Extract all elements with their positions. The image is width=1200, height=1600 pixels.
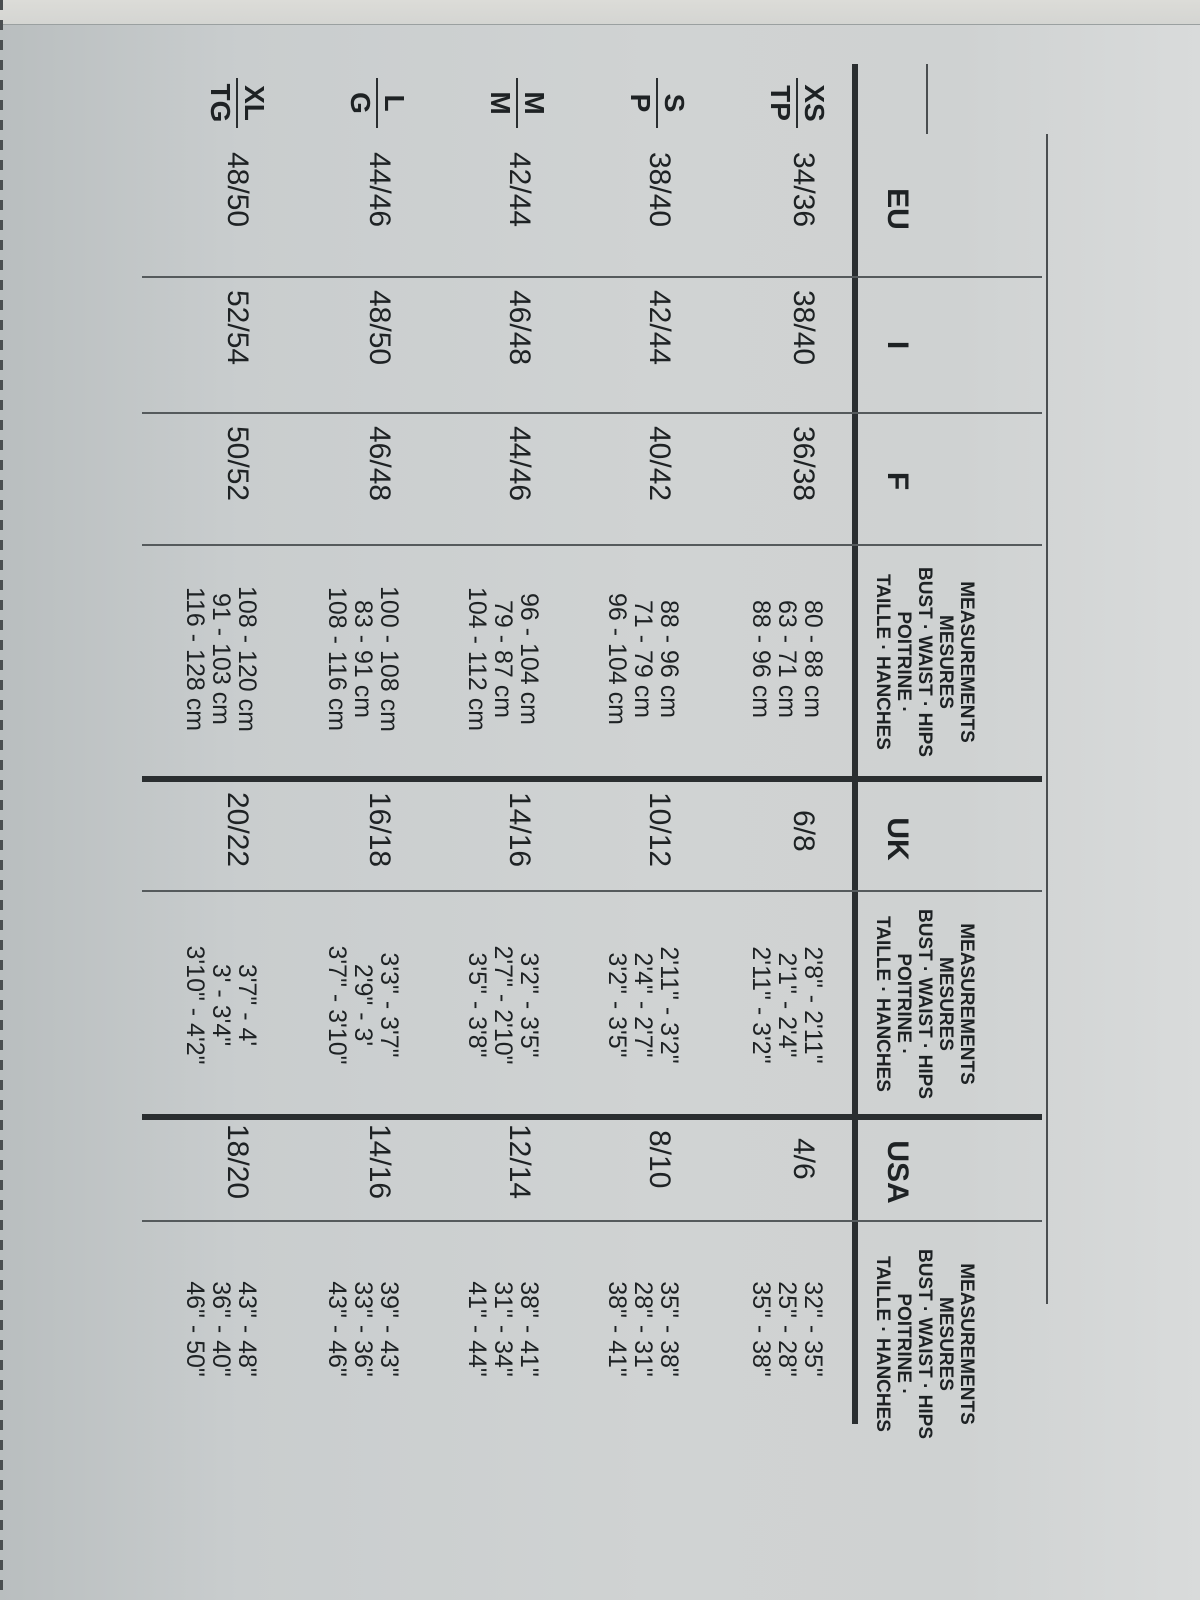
bust-in: 43" - 48" — [233, 1281, 261, 1377]
header-measurements-line: TAILLE · HANCHES — [872, 916, 893, 1092]
waist-ft: 2'9" - 3' — [349, 963, 377, 1047]
uk-size: 20/22 — [221, 792, 254, 868]
eu-size: 48/50 — [221, 152, 254, 228]
measurements-cm — [604, 554, 682, 764]
bust-cm: 80 - 88 cm — [799, 599, 827, 719]
bust-cm: 100 - 108 cm — [375, 586, 403, 732]
measurements-ft — [182, 900, 260, 1110]
column-rule-uk-meas — [142, 890, 1042, 892]
measurements-ft — [324, 900, 402, 1110]
size-chart-table — [88, 64, 1048, 1504]
bust-cm: 96 - 104 cm — [515, 592, 543, 725]
size-label — [206, 78, 268, 128]
waist-ft: 3' - 3'4" — [207, 963, 235, 1047]
bust-in: 35" - 38" — [655, 1281, 683, 1377]
bust-ft: 3'2" - 3'5" — [515, 952, 543, 1058]
hips-ft: 3'7" - 3'10" — [323, 945, 351, 1065]
header-measurements-line: MESURES — [935, 615, 956, 709]
measurements-in — [324, 1234, 402, 1424]
waist-cm: 83 - 91 cm — [349, 599, 377, 719]
header-measurements-line: POITRINE · — [893, 953, 914, 1055]
measurements-cm — [464, 554, 542, 764]
size-label — [486, 78, 548, 128]
column-rule-meas-usa — [142, 1114, 1042, 1120]
size-code-en: M — [516, 78, 548, 128]
waist-in: 28" - 31" — [629, 1281, 657, 1377]
header-measurements-line: BUST · WAIST · HIPS — [914, 909, 935, 1099]
size-code-en: L — [376, 78, 408, 128]
measurements-ft — [604, 900, 682, 1110]
column-rule-fr-meas — [142, 544, 1042, 546]
size-code-fr: G — [345, 92, 376, 114]
column-rule-meas-uk — [142, 776, 1042, 782]
header-measurements-line: POITRINE · — [893, 1293, 914, 1395]
header-top-rule — [1046, 134, 1048, 1304]
size-code-en: XS — [796, 78, 828, 128]
header-fr: F — [881, 471, 914, 491]
measurements-cm — [748, 554, 826, 764]
fr-size: 36/38 — [787, 426, 820, 502]
hips-ft: 3'10" - 4'2" — [181, 945, 209, 1065]
bust-ft: 3'3" - 3'7" — [375, 952, 403, 1058]
bust-in: 39" - 43" — [375, 1281, 403, 1377]
bust-ft: 2'11" - 3'2" — [655, 946, 683, 1064]
bust-ft: 3'7" - 4' — [233, 963, 261, 1047]
measurements-ft — [464, 900, 542, 1110]
hips-in: 41" - 44" — [463, 1281, 491, 1377]
size-code-fr: TP — [765, 85, 796, 121]
perforation-edge — [0, 0, 3, 1600]
column-rule-eu-it — [142, 276, 1042, 278]
waist-in: 25" - 28" — [773, 1281, 801, 1377]
header-measurements-line: MEASUREMENTS — [956, 581, 977, 743]
uk-size: 10/12 — [643, 792, 676, 868]
waist-in: 31" - 34" — [489, 1281, 517, 1377]
eu-size: 44/46 — [363, 152, 396, 228]
size-code-fr: M — [485, 91, 516, 115]
it-size: 46/48 — [503, 290, 536, 366]
size-code-en: XL — [236, 78, 268, 128]
header-measurements-line: TAILLE · HANCHES — [872, 1256, 893, 1432]
waist-ft: 2'4" - 2'7" — [629, 952, 657, 1058]
measurements-in — [748, 1234, 826, 1424]
hips-ft: 3'5" - 3'8" — [463, 952, 491, 1058]
measurements-cm — [324, 554, 402, 764]
bust-ft: 2'8" - 2'11" — [799, 946, 827, 1064]
hips-ft: 2'11" - 3'2" — [747, 946, 775, 1064]
hips-cm: 116 - 128 cm — [181, 586, 209, 732]
waist-cm: 79 - 87 cm — [489, 599, 517, 719]
header-measurements-line: MEASUREMENTS — [956, 1263, 977, 1425]
it-size: 42/44 — [643, 290, 676, 366]
size-code-en: S — [656, 78, 688, 128]
header-eu: EU — [881, 188, 914, 230]
waist-in: 36" - 40" — [207, 1281, 235, 1377]
eu-size: 42/44 — [503, 152, 536, 228]
bust-cm: 108 - 120 cm — [233, 586, 261, 732]
size-label — [626, 78, 688, 128]
bust-cm: 88 - 96 cm — [655, 599, 683, 719]
fr-size: 44/46 — [503, 426, 536, 502]
hips-cm: 104 - 112 cm — [463, 586, 491, 732]
waist-in: 33" - 36" — [349, 1281, 377, 1377]
waist-ft: 2'1" - 2'4" — [773, 952, 801, 1058]
hips-cm: 96 - 104 cm — [603, 592, 631, 725]
hips-in: 35" - 38" — [747, 1281, 775, 1377]
size-label — [766, 78, 828, 128]
header-uk: UK — [881, 817, 914, 861]
header-measurements-line: BUST · WAIST · HIPS — [914, 1249, 935, 1439]
it-size: 52/54 — [221, 290, 254, 366]
hips-ft: 3'2" - 3'5" — [603, 952, 631, 1058]
uk-size: 16/18 — [363, 792, 396, 868]
hips-cm: 88 - 96 cm — [747, 599, 775, 719]
eu-size: 38/40 — [643, 152, 676, 228]
uk-size: 6/8 — [787, 810, 820, 852]
paper-edge — [0, 0, 1200, 25]
header-measurements-line: BUST · WAIST · HIPS — [914, 567, 935, 757]
header-measurements-in — [871, 1224, 976, 1464]
header-measurements-line: MESURES — [935, 1297, 956, 1391]
waist-cm: 63 - 71 cm — [773, 599, 801, 719]
usa-size: 14/16 — [363, 1124, 396, 1200]
waist-ft: 2'7" - 2'10" — [489, 945, 517, 1065]
it-size: 38/40 — [787, 290, 820, 366]
usa-size: 18/20 — [221, 1124, 254, 1200]
measurements-in — [604, 1234, 682, 1424]
header-measurements-line: POITRINE · — [893, 611, 914, 713]
header-measurements-cm — [871, 542, 976, 782]
hips-in: 43" - 46" — [323, 1281, 351, 1377]
measurements-in — [182, 1234, 260, 1424]
bust-in: 38" - 41" — [515, 1281, 543, 1377]
header-measurements-ft — [871, 884, 976, 1124]
size-code-fr: TG — [205, 83, 236, 123]
header-measurements-line: TAILLE · HANCHES — [872, 574, 893, 750]
hips-in: 38" - 41" — [603, 1281, 631, 1377]
header-usa: USA — [881, 1140, 914, 1204]
size-column-rule — [926, 64, 928, 134]
fr-size: 46/48 — [363, 426, 396, 502]
measurements-cm — [182, 554, 260, 764]
column-rule-usa-meas — [142, 1220, 1042, 1222]
fr-size: 50/52 — [221, 426, 254, 502]
hips-in: 46" - 50" — [181, 1281, 209, 1377]
header-measurements-line: MESURES — [935, 957, 956, 1051]
bust-in: 32" - 35" — [799, 1281, 827, 1377]
usa-size: 12/14 — [503, 1124, 536, 1200]
measurements-in — [464, 1234, 542, 1424]
hips-cm: 108 - 116 cm — [323, 586, 351, 732]
usa-size: 4/6 — [787, 1138, 820, 1180]
measurements-ft — [748, 900, 826, 1110]
eu-size: 34/36 — [787, 152, 820, 228]
waist-cm: 71 - 79 cm — [629, 599, 657, 719]
it-size: 48/50 — [363, 290, 396, 366]
size-code-fr: P — [625, 93, 656, 113]
fr-size: 40/42 — [643, 426, 676, 502]
uk-size: 14/16 — [503, 792, 536, 868]
waist-cm: 91 - 103 cm — [207, 592, 235, 725]
header-it: I — [881, 340, 914, 350]
column-rule-it-fr — [142, 412, 1042, 414]
header-measurements-line: MEASUREMENTS — [956, 923, 977, 1085]
usa-size: 8/10 — [643, 1130, 676, 1189]
size-label — [346, 78, 408, 128]
